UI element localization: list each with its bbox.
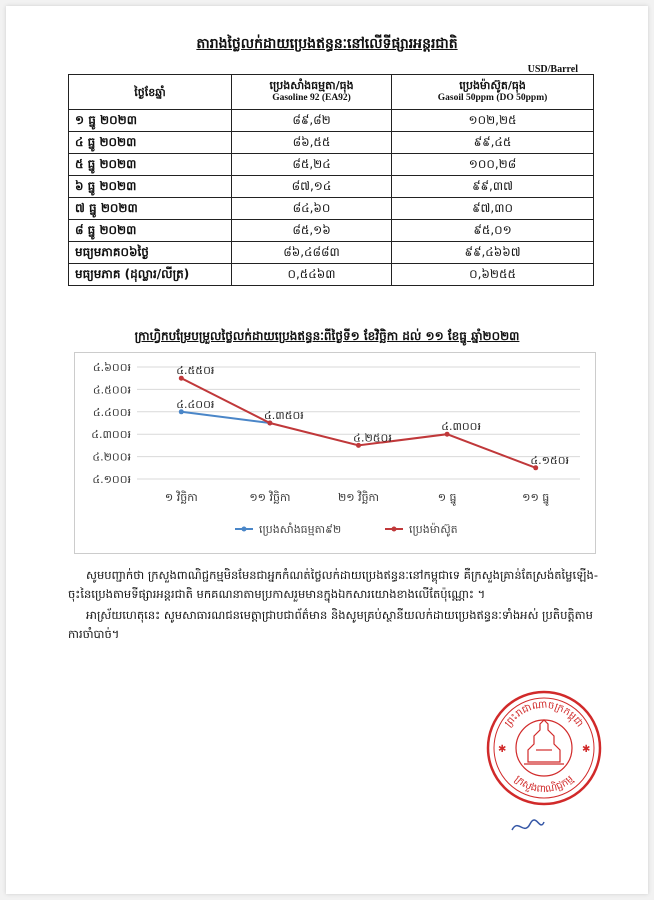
cell-gasoline: ៨៦,៤៨៨៣ [232,242,392,264]
cell-gasoline: ៨៤,៦០ [232,198,392,220]
data-label: ៤.៣០០៛ [441,420,481,434]
table-header-row [69,75,594,110]
x-tick-label: ២១ វិច្ឆិកា [337,491,380,504]
line-chart [74,352,596,554]
header-gasoil: ប្រេងម៉ាស៊ូត/ធុង Gasoil 50ppm (DO 50ppm) [392,75,594,110]
cell-gasoline: ៨៩,៨២ [232,110,392,132]
cell-date: ៥ ធ្នូ ២០២៣ [69,154,232,176]
cell-gasoil: ៩៩,៤៥ [392,132,594,154]
legend-label: ប្រេងសាំងធម្មតា៩២ [259,523,342,536]
cell-date: ៦ ធ្នូ ២០២៣ [69,176,232,198]
data-label: ៤.៣៥០៛ [264,409,304,422]
header-gasoline: ប្រេងសាំងធម្មតា/ធុង Gasoline 92 (EA92) [232,75,392,110]
cell-gasoline: ៨៧,១៤ [232,176,392,198]
unit-label: USD/Barrel [527,64,578,75]
table-row-average-litre [69,264,594,286]
document-page [6,6,648,894]
cell-gasoline: ៨៥,២៤ [232,154,392,176]
cell-gasoil: ១០០,២៨ [392,154,594,176]
note-paragraph: សូមបញ្ជាក់ថា ក្រសួងពាណិជ្ជកម្មមិនមែនជាអ្នកកំណត់ថ្លៃលក់ដាយប្រេងឥន្ធនៈនៅកម្ពុជាទេ គឺក្រសួងគ្រាន់តែស្រង់តម្លៃឡើង-ចុះនៃប្រេងតាមទីផ្សារអន្តរជាតិ មកគណនាតាមប្រកាសរួមមានក្នុងឯកសារយោងខាងលើតែប៉ុណ្ណោះ ។ [68,568,598,601]
svg-text:✱: ✱ [498,744,507,755]
svg-text:ព្រះរាជាណាចក្រកម្ពុជា: ព្រះរាជាណាចក្រកម្ពុជា [502,699,586,730]
y-tick-label: ៤.២០០៛ [92,450,131,464]
data-label: ៤.១៥០៛ [530,453,570,467]
cell-gasoline: ៨៦,៥៥ [232,132,392,154]
cell-gasoil: ៩៧,៣០ [392,198,594,220]
legend-marker [242,527,247,532]
cell-date: ៧ ធ្នូ ២០២៣ [69,198,232,220]
y-tick-label: ៤.៥០០៛ [92,383,131,397]
y-tick-label: ៤.៤០០៛ [92,405,131,419]
table-row [69,154,594,176]
chart-svg [75,353,595,553]
note-paragraph: អាស្រ័យហេតុនេះ សូមសាធារណជនមេត្តាជ្រាបជាព័ត៌មាន និងសូមគ្រប់ស្ថានីយលក់ដាយប្រេងឥន្ធនៈទាំងអស់ ប្រតិបត្តិតាមការចាំបាច់។ [68,608,593,641]
cell-date: មធ្យមភាគ០៦ថ្ងៃ [69,242,232,264]
series-line [181,378,535,468]
table-row [69,132,594,154]
price-table [68,74,594,286]
x-tick-label: ១ ធ្នូ [437,491,457,504]
cell-gasoil: ៩៥,០១ [392,220,594,242]
y-tick-label: ៤.៦០០៛ [92,361,131,374]
cell-date: មធ្យមភាគ (ដុល្លារ/លីត្រ) [69,264,232,286]
legend-label: ប្រេងម៉ាស៊ូត [409,523,458,536]
table-row [69,198,594,220]
document-title: តារាងថ្លៃលក់ដាយប្រេងឥន្ធនៈនៅលើទីផ្សារអន្តរជាតិ [196,36,458,52]
cell-gasoil: ០,៦២៥៥ [392,264,594,286]
cell-date: ១ ធ្នូ ២០២៣ [69,110,232,132]
cell-date: ៨ ធ្នូ ២០២៣ [69,220,232,242]
table-row-average [69,242,594,264]
x-tick-label: ១ វិច្ឆិកា [164,491,198,504]
table-row [69,220,594,242]
header-date: ថ្ងៃខែឆ្នាំ [69,75,232,110]
data-label: ៤.៤០០៛ [176,397,215,411]
data-label: ៤.៥៥០៛ [176,364,215,378]
notes-section [68,566,602,646]
x-tick-label: ១១ វិច្ឆិកា [249,491,291,504]
svg-text:ក្រសួងពាណិជ្ជកម្ម: ក្រសួងពាណិជ្ជកម្ម [512,773,576,796]
data-label: ៤.២៥០៛ [353,431,392,445]
x-tick-label: ១១ ធ្នូ [522,491,550,504]
y-tick-label: ៤.៣០០៛ [91,428,131,442]
table-row [69,176,594,198]
signature [508,814,548,838]
cell-gasoil: ៩៩,៣៧ [392,176,594,198]
cell-date: ៤ ធ្នូ ២០២៣ [69,132,232,154]
chart-title: ក្រាហ្វិកបម្រែបម្រួលថ្លៃលក់ដាយប្រេងឥន្ធនៈពីថ្ងៃទី១ ខែវិច្ឆិកា ដល់ ១១ ខែធ្នូ ឆ្នាំ២០២៣ [134,329,520,343]
table-row [69,110,594,132]
cell-gasoline: ០,៥៤៦៣ [232,264,392,286]
legend-marker [392,527,397,532]
cell-gasoil: ៩៩,៤៦៦៧ [392,242,594,264]
official-seal [484,688,604,808]
cell-gasoil: ១០២,២៥ [392,110,594,132]
y-tick-label: ៤.១០០៛ [92,473,131,486]
cell-gasoline: ៨៥,១៦ [232,220,392,242]
svg-text:✱: ✱ [582,744,591,755]
